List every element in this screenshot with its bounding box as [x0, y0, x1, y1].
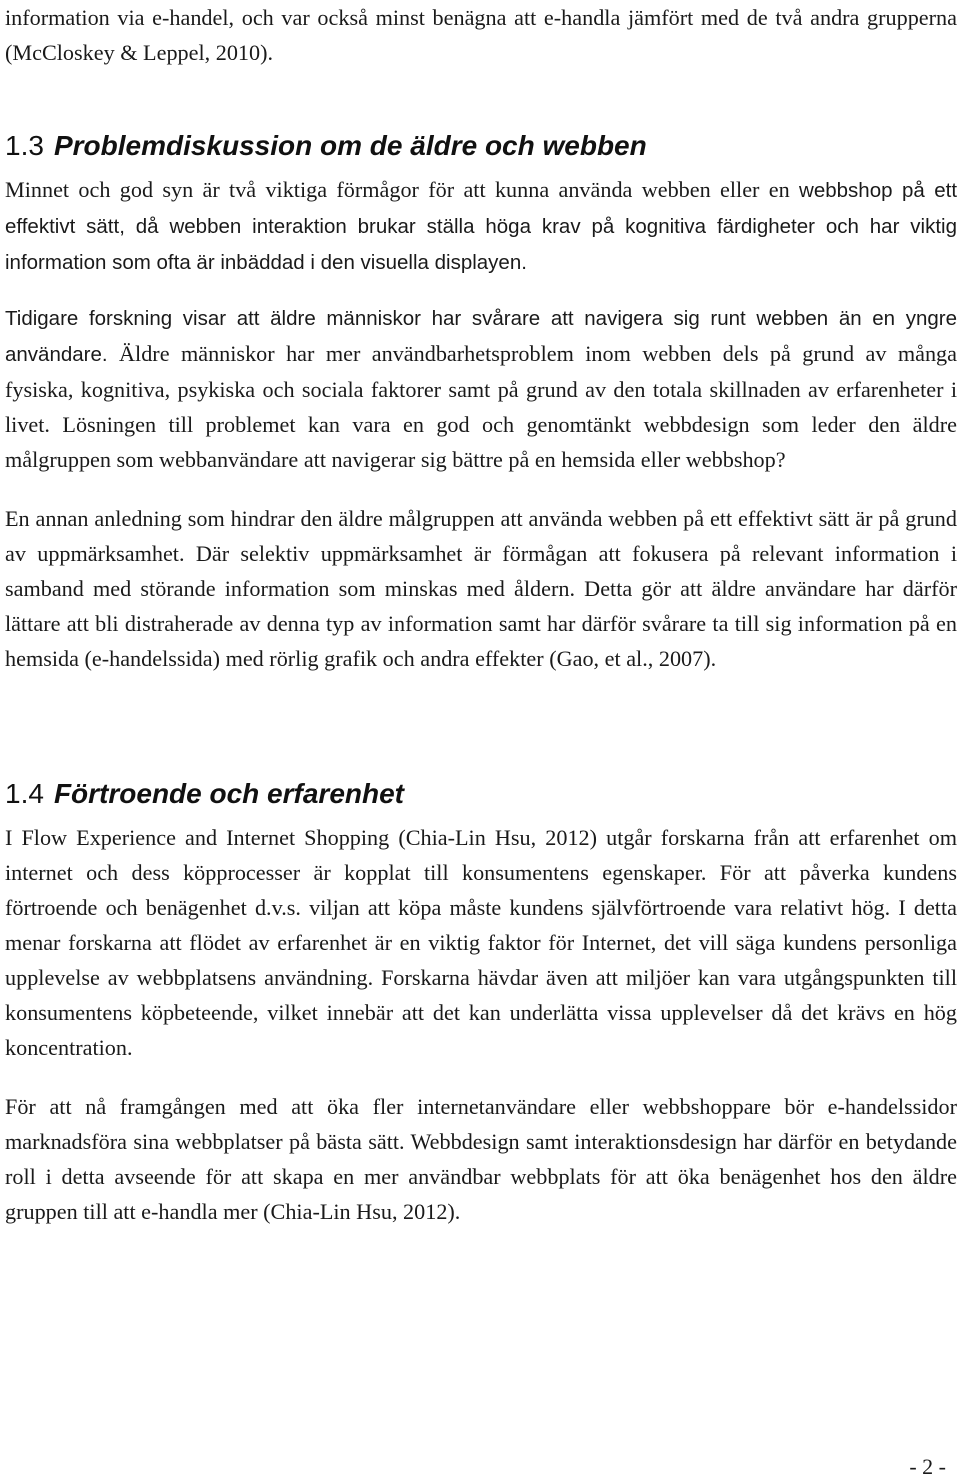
section-number: 1.3: [5, 130, 44, 161]
section-title: Förtroende och erfarenhet: [53, 778, 404, 809]
section-title: Problemdiskussion om de äldre och webben: [53, 130, 647, 161]
paragraph-attention: En annan anledning som hindrar den äldre målgruppen att använda webben på ett effektivt sätt är på grund av uppmärksamhet. Där selektiv uppmärksamhet är förmågan att fokusera på relevant information i samband med störande information som minskas med åldern. Detta gör att äldre användare har därför lättare att bli distraherade av denna typ av information samt har därför svårare ta till sig information på en hemsida (e-handelssida) med rörlig grafik och andra effekter (Gao, et al., 2007).: [5, 506, 957, 671]
paragraph-success: För att nå framgången med att öka fler internetanvändare eller webbshoppare bör e-handelssidor marknadsföra sina webbplatser på bästa sätt. Webbdesign samt interaktionsdesign har därför en betydande roll i detta avseende för att skapa en mer användbar webbplats för att öka benägenhet hos den äldre gruppen till att e-handla mer (Chia-Lin Hsu, 2012).: [5, 1094, 957, 1224]
page-number: - 2 -: [909, 1454, 946, 1479]
paragraph-previous-research: [5, 300, 957, 477]
paragraph-text-sans: webbshop på ett effektivt sätt, då webben interaktion brukar ställa höga krav på kognitiva färdigheter och har viktig information som ofta är inbäddad i den visuella displayen.: [5, 179, 958, 274]
section-heading-1-3: [5, 126, 957, 166]
section-number: 1.4: [5, 778, 44, 809]
document-page: [5, 0, 957, 1229]
paragraph-text-serif: Minnet och god syn är två viktiga förmågor för att kunna använda webben eller en: [5, 177, 790, 202]
paragraph-text-serif: Äldre människor har mer användbarhetsproblem inom webben dels på grund av många fysiska, kognitiva, psykiska och sociala faktorer samt på grund av den totala skillnaden av erfarenheter i livet. Lösningen till problemet kan vara en god och genomtänkt webbdesign som leder den äldre målgruppen som webbanvändare att navigerar sig bättre på en hemsida eller webbshop?: [5, 341, 957, 472]
paragraph-flow-experience: I Flow Experience and Internet Shopping (Chia-Lin Hsu, 2012) utgår forskarna från att erfarenhet om internet och dess köpprocesser är kopplat till konsumentens egenskaper. För att påverka kundens förtroende och benägenhet d.v.s. viljan att köpa måste kundens självförtroende vara relativt hög. I detta menar forskarna att flödet av erfarenhet är en viktig faktor för Internet, det vill säga kundens personliga upplevelse av webbplatsens användning. Forskarna hävdar även att miljöer kan vara utgångspunkten till konsumentens köpbeteende, vilket innebär att det kan underlätta vissa upplevelser då det krävs en hög koncentration.: [5, 825, 957, 1060]
paragraph-text-sans: Tidigare forskning visar att äldre människor har svårare att navigera sig runt webben än en yngre användare.: [5, 307, 957, 366]
intro-paragraph: information via e-handel, och var också minst benägna att e-handla jämfört med de två andra grupperna (McCloskey & Leppel, 2010).: [5, 5, 957, 65]
paragraph-memory-vision: [5, 172, 957, 280]
section-heading-1-4: [5, 774, 957, 814]
